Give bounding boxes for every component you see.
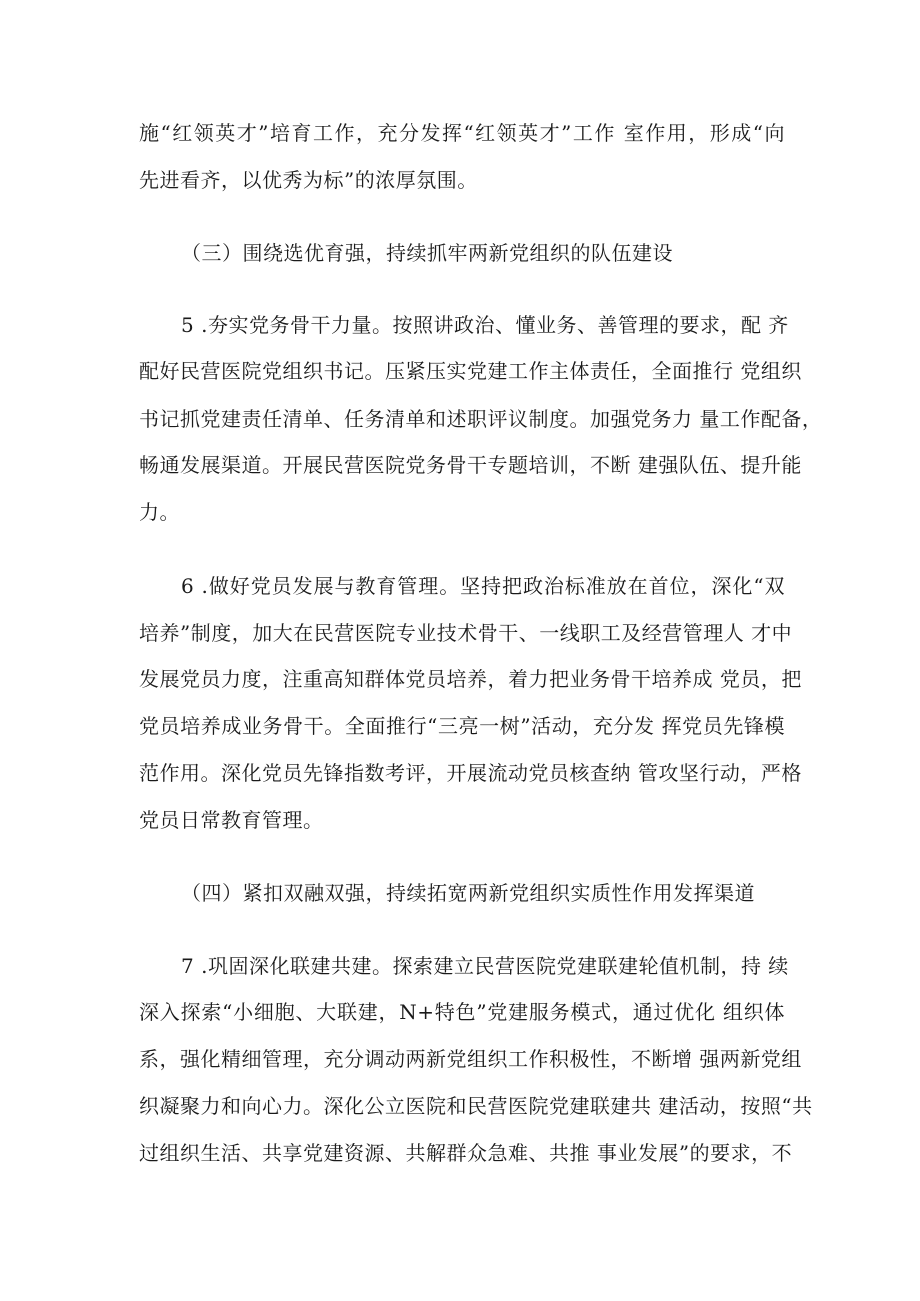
text-line: 先进看齐，以优秀为标”的浓厚氛围。 [139, 168, 478, 192]
section-heading: （四）紧扣双融双强，持续拓宽两新党组织实质性作用发挥渠道 [181, 881, 755, 905]
text-line: 配好民营医院党组织书记。压紧压实党建工作主体责任，全面推行 党组织 [139, 359, 802, 383]
text-line: 系，强化精细管理，充分调动两新党组织工作积极性，不断增 强两新党组 [139, 1047, 802, 1071]
text-line: 书记抓党建责任清单、任务清单和述职评议制度。加强党务力 量工作配备， [139, 407, 823, 431]
text-line: 7 .巩固深化联建共建。探索建立民营医院党建联建轮值机制，持 续 [181, 954, 789, 978]
text-line: 力。 [139, 500, 180, 524]
section-heading: （三）围绕选优育强，持续抓牢两新党组织的队伍建设 [181, 241, 673, 265]
text-line: 深入探索“小细胞、大联建，N+特色”党建服务模式，通过优化 组织体 [139, 1000, 785, 1024]
text-line: 6 .做好党员发展与教育管理。坚持把政治标准放在首位，深化“双 [181, 574, 785, 598]
text-line: 织凝聚力和向心力。深化公立医院和民营医院党建联建共 建活动，按照“共 [139, 1094, 813, 1118]
text-line: 5 .夯实党务骨干力量。按照讲政治、懂业务、善管理的要求，配 齐 [181, 313, 789, 337]
text-line: 畅通发展渠道。开展民营医院党务骨干专题培训，不断 建强队伍、提升能 [139, 453, 802, 477]
text-line: 施“红领英才”培育工作，充分发挥“红领英才”工作 室作用，形成“向 [139, 121, 785, 145]
text-line: 范作用。深化党员先锋指数考评，开展流动党员核查纳 管攻坚行动，严格 [139, 761, 802, 785]
text-line: 发展党员力度，注重高知群体党员培养，着力把业务骨干培养成 党员，把 [139, 667, 802, 691]
text-line: 党员日常教育管理。 [139, 808, 324, 832]
text-line: 党员培养成业务骨干。全面推行“三亮一树”活动，充分发 挥党员先锋模 [139, 714, 785, 738]
text-line: 过组织生活、共享党建资源、共解群众急难、共推 事业发展”的要求，不 [139, 1141, 793, 1165]
text-line: 培养”制度，加大在民营医院专业技术骨干、一线职工及经营管理人 才中 [139, 621, 793, 645]
